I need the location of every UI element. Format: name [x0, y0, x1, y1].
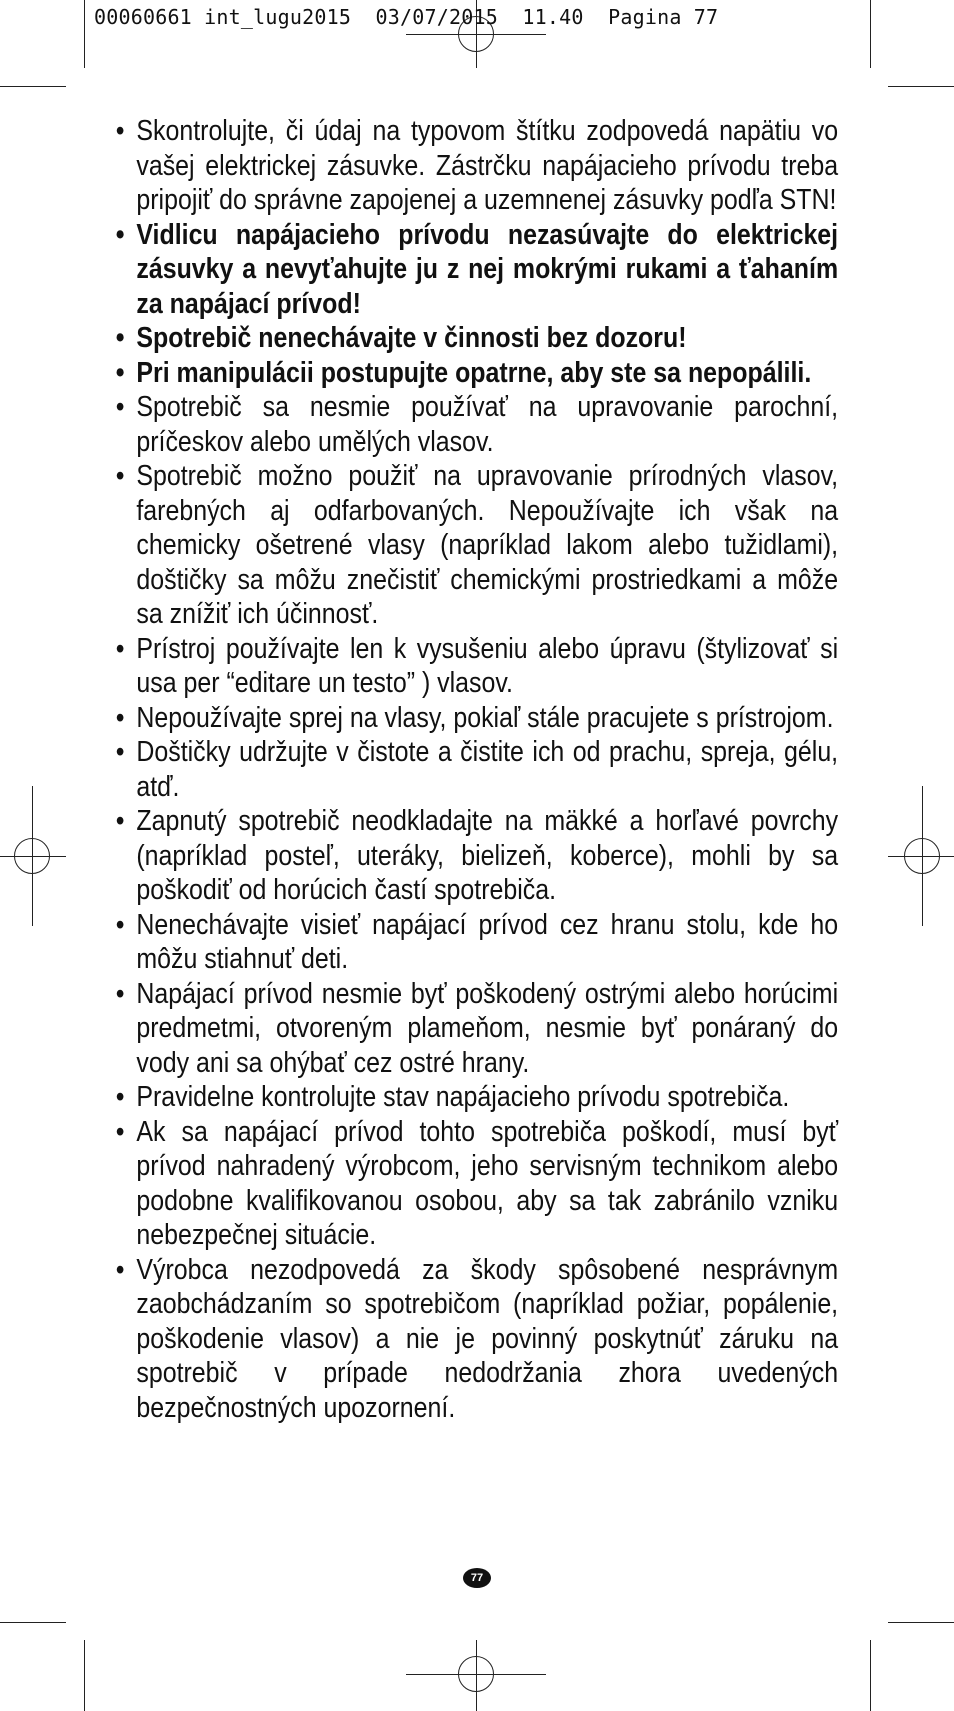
registration-line: [888, 856, 954, 857]
list-item-text: Skontrolujte, či údaj na typovom štítku zodpovedá napätiu vo vašej elektrickej zásuvke. Zástrčku napájacieho prívodu treba pripojiť do správne zapojenej a uzemnenej zásuvky podľa STN!: [136, 115, 839, 216]
bullet-icon: •: [115, 701, 125, 734]
bullet-icon: •: [115, 460, 125, 492]
registration-line: [406, 1674, 546, 1675]
list-item: [114, 632, 838, 701]
bullet-icon: •: [115, 736, 125, 768]
list-item: [114, 977, 838, 1081]
list-item: [114, 1115, 838, 1253]
bullet-icon: •: [115, 322, 125, 354]
list-item-text: Pravidelne kontrolujte stav napájacieho prívodu spotrebiča.: [136, 1081, 790, 1113]
list-item-text: Spotrebič sa nesmie používať na upravovanie parochní, príčeskov alebo umělých vlasov.: [136, 391, 839, 458]
bullet-icon: •: [115, 632, 125, 665]
list-item: [114, 218, 838, 322]
list-item: [114, 459, 838, 632]
list-item-text: Ak sa napájací prívod tohto spotrebiča poškodí, musí byť prívod nahradený výrobcom, jeho servisným technikom alebo podobne kvalifikovanou osobou, aby sa tak zabránilo vzniku nebezpečnej situácie.: [136, 1115, 839, 1251]
bullet-icon: •: [115, 1115, 125, 1148]
bullet-icon: •: [115, 391, 125, 423]
list-item: [114, 321, 838, 356]
bullet-icon: •: [115, 908, 125, 941]
bullet-icon: •: [115, 1253, 125, 1286]
list-item-text: Nepoužívajte sprej na vlasy, pokiaľ stále pracujete s prístrojom.: [136, 701, 834, 734]
crop-mark: [0, 86, 66, 87]
crop-mark: [888, 1622, 954, 1623]
list-item-text: Pri manipulácii postupujte opatrne, aby ste sa nepopálili.: [136, 356, 812, 389]
list-item-text: Nenechávajte visieť napájací prívod cez hranu stolu, kde ho môžu stiahnuť deti.: [136, 908, 839, 975]
crop-mark: [888, 86, 954, 87]
bullet-icon: •: [115, 805, 125, 837]
list-item: [114, 804, 838, 908]
list-item-text: Napájací prívod nesmie byť poškodený ostrými alebo horúcimi predmetmi, otvoreným plameňom, nesmie byť ponáraný do vody ani sa ohýbať cez ostré hrany.: [136, 977, 839, 1079]
print-slug: 00060661 int_lugu2015 03/07/2015 11.40 Pagina 77: [94, 5, 719, 29]
list-item: [114, 1080, 838, 1115]
crop-mark: [870, 0, 871, 68]
list-item: [114, 390, 838, 459]
list-item-text: Spotrebič možno použiť na upravovanie prírodných vlasov, farebných aj odfarbovaných. Nepoužívajte ich však na chemicky ošetrené vlasy (napríklad lakom alebo tužidlami), doštičky sa môžu znečistiť chemickými prostriedkami a môže sa znížiť ich účinnosť.: [136, 460, 839, 630]
crop-mark: [84, 1640, 85, 1711]
list-item: [114, 908, 838, 977]
crop-mark: [0, 1622, 66, 1623]
list-item-text: Spotrebič nenechávajte v činnosti bez dozoru!: [136, 322, 687, 354]
bullet-icon: •: [115, 1081, 125, 1113]
list-item: [114, 1253, 838, 1426]
crop-mark: [84, 0, 85, 68]
bullet-icon: •: [115, 977, 125, 1010]
list-item-text: Zapnutý spotrebič neodkladajte na mäkké a horľavé povrchy (napríklad posteľ, uteráky, bielizeň, koberce), mohli by sa poškodiť od horúcich častí spotrebiča.: [136, 805, 839, 906]
bullet-icon: •: [115, 218, 125, 251]
list-item-text: Prístroj používajte len k vysušeniu alebo úpravu (štylizovať si usa per “editare un testo” ) vlasov.: [136, 632, 839, 699]
crop-mark: [870, 1640, 871, 1711]
list-item-text: Doštičky udržujte v čistote a čistite ich od prachu, spreja, gélu, atď.: [136, 736, 839, 803]
safety-instructions-list: [114, 114, 838, 1425]
list-item: [114, 356, 838, 391]
list-item: [114, 114, 838, 218]
list-item: [114, 735, 838, 804]
page-number-badge: 77: [463, 1568, 491, 1588]
bullet-icon: •: [115, 356, 125, 389]
registration-line: [0, 856, 66, 857]
registration-line: [406, 34, 546, 35]
list-item-text: Vidlicu napájacieho prívodu nezasúvajte do elektrickej zásuvky a nevyťahujte ju z nej mokrými rukami a ťahaním za napájací prívod!: [136, 218, 839, 320]
list-item: [114, 701, 838, 736]
registration-line: [476, 1640, 477, 1711]
list-item-text: Výrobca nezodpovedá za škody spôsobené nesprávnym zaobchádzaním so spotrebičom (napríklad požiar, popálenie, poškodenie vlasov) a nie je povinný poskytnúť záruku na spotrebič v prípade nedodržania zhora uvedených bezpečnostných upozornení.: [136, 1253, 839, 1424]
bullet-icon: •: [115, 115, 125, 147]
